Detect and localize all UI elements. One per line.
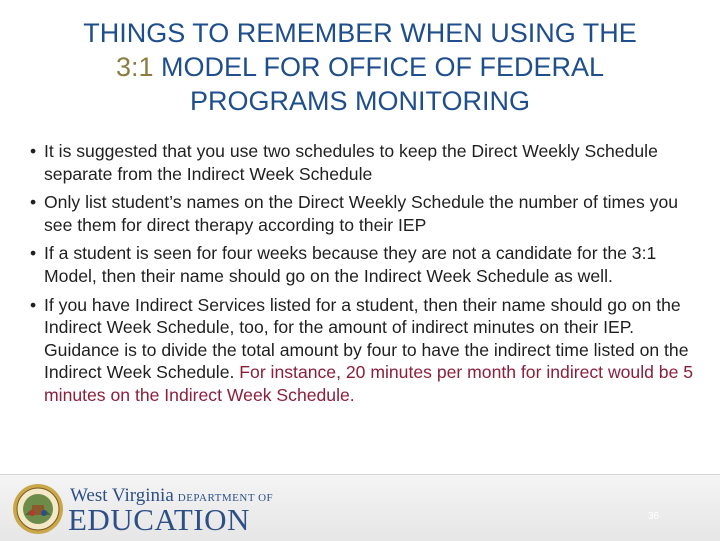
bullet-item xyxy=(30,294,700,407)
bullet-dot: • xyxy=(30,243,37,264)
title-line-3: PROGRAMS MONITORING xyxy=(189,86,531,116)
bullet-item xyxy=(30,242,700,287)
brand-agency: EDUCATION xyxy=(68,502,250,537)
bullet-list xyxy=(30,140,700,413)
bullet-dot: • xyxy=(30,294,37,315)
brand-department: DEPARTMENT OF xyxy=(177,492,274,504)
bullet-dot: • xyxy=(30,192,37,213)
page-number: 36 xyxy=(648,511,660,522)
brand-state: West Virginia xyxy=(70,485,174,506)
bullet-item xyxy=(30,140,700,185)
bullet-text: If a student is seen for four weeks because they are not a candidate for the 3:1 Model, then their name should go on the Indirect Week Schedule as well. xyxy=(44,243,657,286)
bullet-item xyxy=(30,191,700,236)
title-line-2: MODEL FOR OFFICE OF FEDERAL xyxy=(153,52,605,82)
title-line-1: THINGS TO REMEMBER WHEN USING THE xyxy=(83,18,637,48)
footer-bar xyxy=(0,474,720,541)
wv-seal-icon xyxy=(12,483,64,535)
title-accent-ratio: 3:1 xyxy=(115,52,154,82)
slide-title xyxy=(20,16,700,118)
bullet-text: Only list student’s names on the Direct Weekly Schedule the number of times you see them for direct therapy according to their IEP xyxy=(44,192,679,235)
bullet-highlight-example: For instance, 20 minutes per month for indirect would be 5 minutes on the Indirect Week Schedule. xyxy=(44,362,694,405)
bullet-text: It is suggested that you use two schedules to keep the Direct Weekly Schedule separate from the Indirect Week Schedule xyxy=(44,141,658,184)
bullet-text: If you have Indirect Services listed for a student, then their name should go on the Indirect Week Schedule, too, for the amount of indirect minutes on their IEP. Guidance is to divide the total amount by four to have the indirect time listed on the Indirect Week Schedule. xyxy=(44,294,689,383)
bullet-dot: • xyxy=(30,141,37,161)
